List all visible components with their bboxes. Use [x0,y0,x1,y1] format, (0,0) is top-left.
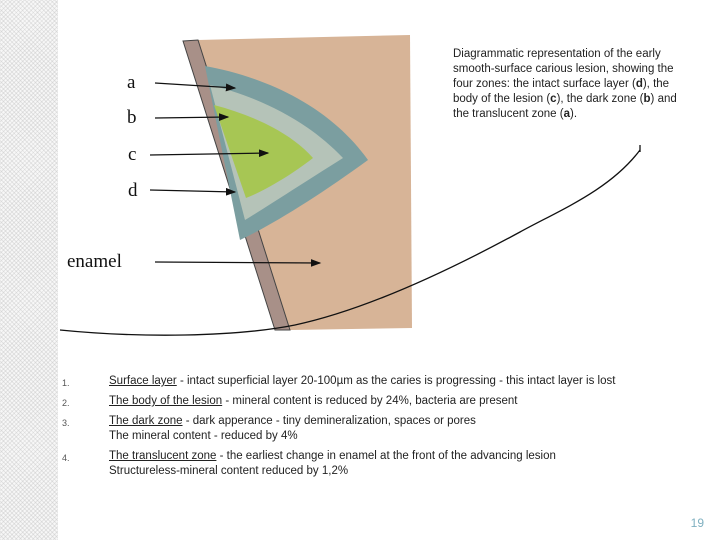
caption-text-5: ). [570,108,578,120]
caption-zone-d: d [635,78,643,90]
list-text [109,449,699,479]
caption-text-1: Diagrammatic representation of the early smooth-surface carious lesion, showing the four zones: the intact surface layer ( [453,48,674,90]
enamel-label: enamel [67,251,122,272]
zone-label-c: c [128,144,137,165]
list-term: The body of the lesion [109,395,223,407]
list-description: - the earliest change in enamel at the front of the advancing lesion [216,450,556,462]
caption-zone-b: b [643,93,651,105]
list-description: - mineral content is reduced by 24%, bacteria are present [222,395,518,407]
list-term: The translucent zone [109,450,217,462]
caption-zone-a: a [563,108,570,120]
list-description-line2: Structureless-mineral content reduced by 1,2% [109,465,349,477]
list-text [109,414,699,444]
diagram-caption [453,47,678,122]
page-number: 19 [690,516,704,530]
list-number: 2. [62,398,70,408]
caption-text-4: ) and the translucent zone ( [453,93,677,120]
caption-text-3: ), the dark zone ( [556,93,644,105]
list-text [109,394,699,409]
caption-text-2: ), the body of the lesion ( [453,78,670,105]
zone-label-a: a [127,72,136,93]
list-description: - dark apperance - tiny demineralization, spaces or pores [182,415,476,427]
list-term: The dark zone [109,415,183,427]
caption-zone-c: c [550,93,557,105]
list-text [109,374,699,389]
pointer-arrow-d [150,190,235,192]
list-number: 3. [62,418,70,428]
list-number: 4. [62,453,70,463]
list-description: - intact superficial layer 20-100µm as the caries is progressing - this intact layer is lost [176,375,616,387]
zone-label-b: b [127,107,137,128]
list-term: Surface layer [109,375,177,387]
list-description-line2: The mineral content - reduced by 4% [109,430,298,442]
list-number: 1. [62,378,70,388]
zone-label-d: d [128,180,138,201]
